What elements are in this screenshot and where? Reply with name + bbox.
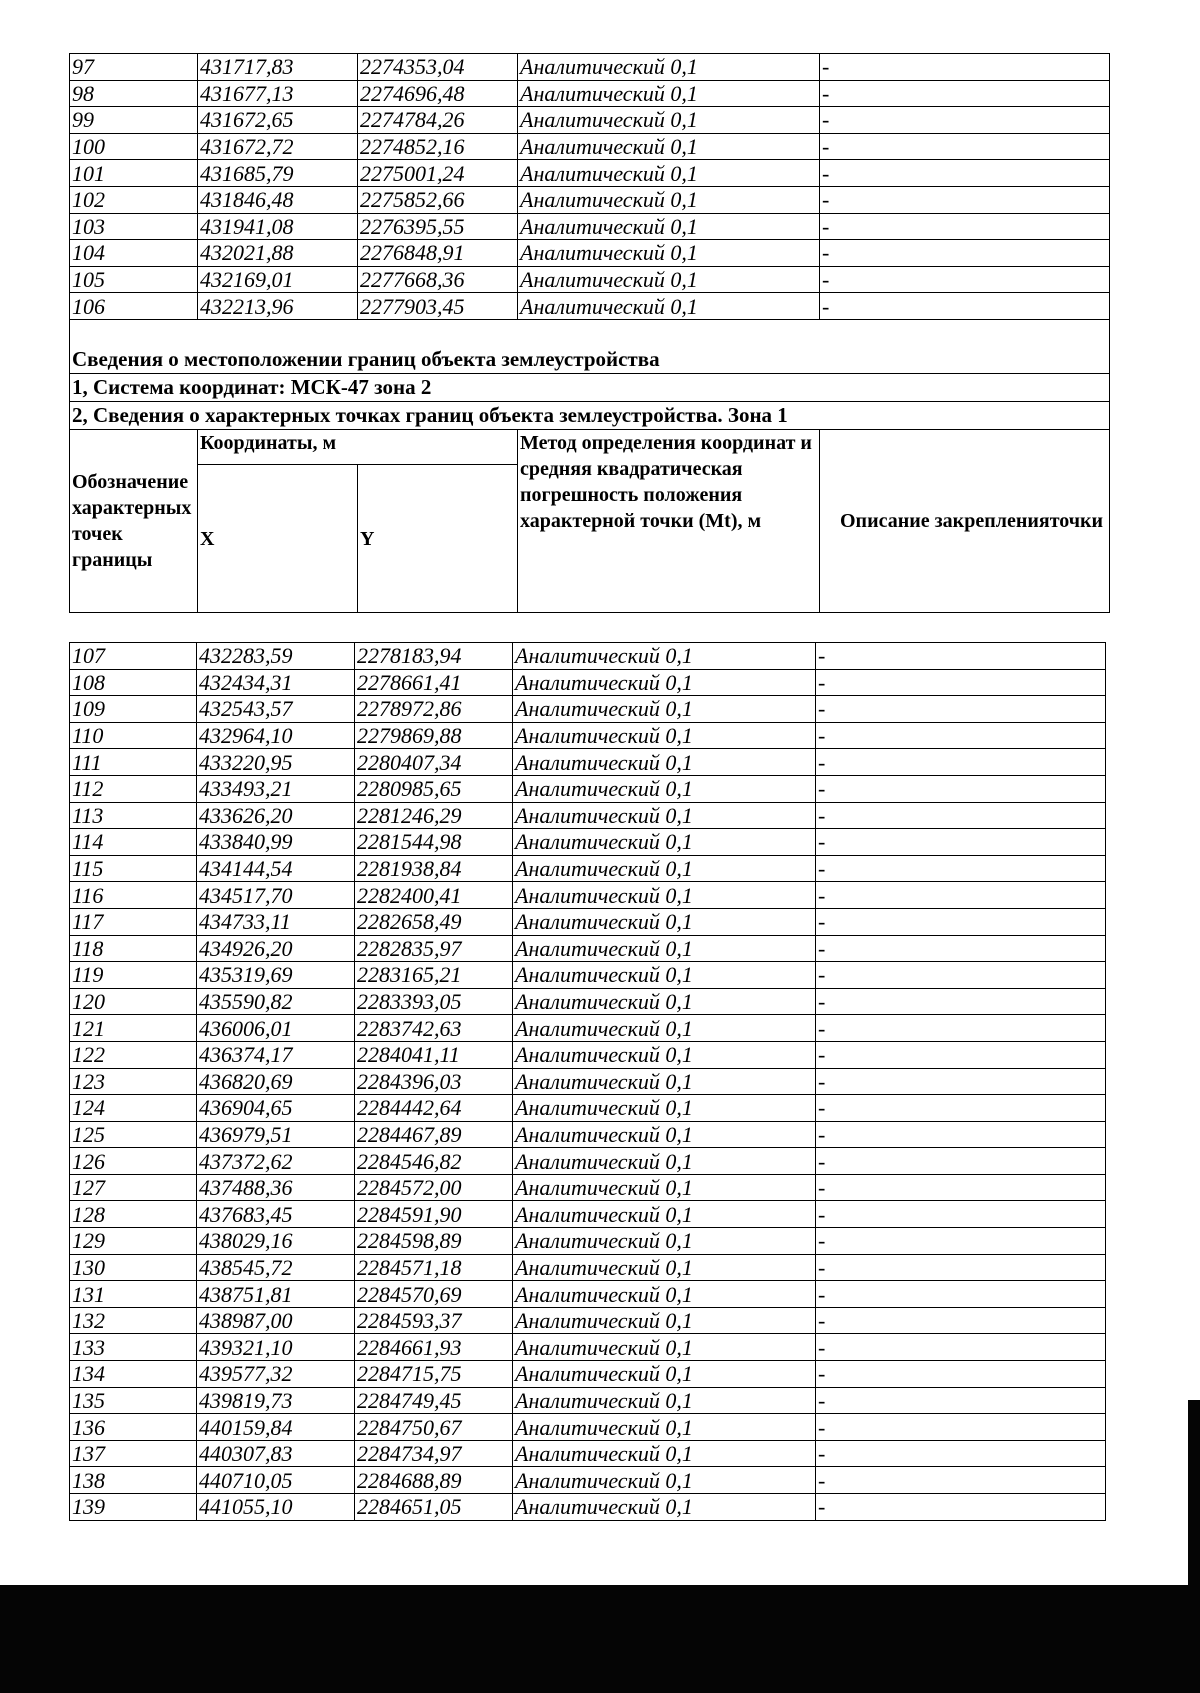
y-coordinate-cell: 2282658,49 (355, 908, 513, 935)
x-coordinate-cell: 434144,54 (197, 855, 355, 882)
y-coordinate-cell: 2279869,88 (355, 722, 513, 749)
description-cell: - (816, 988, 1106, 1015)
point-number-cell: 128 (70, 1201, 197, 1228)
method-cell: Аналитический 0,1 (518, 213, 820, 240)
y-coordinate-cell: 2276848,91 (358, 240, 518, 267)
table-row (70, 240, 1110, 267)
table-row (70, 1414, 1106, 1441)
point-number-cell: 118 (70, 935, 197, 962)
header-designation: Обозначение характерных точек границы (70, 429, 198, 612)
point-number-cell: 126 (70, 1148, 197, 1175)
y-coordinate-cell: 2284750,67 (355, 1414, 513, 1441)
x-coordinate-cell: 440710,05 (197, 1467, 355, 1494)
boundary-points-table-top (69, 53, 1110, 613)
table-row (70, 1121, 1106, 1148)
method-cell: Аналитический 0,1 (513, 988, 816, 1015)
method-cell: Аналитический 0,1 (513, 775, 816, 802)
y-coordinate-cell: 2284570,69 (355, 1281, 513, 1308)
y-coordinate-cell: 2283742,63 (355, 1015, 513, 1042)
table-row (70, 988, 1106, 1015)
point-number-cell: 110 (70, 722, 197, 749)
point-number-cell: 132 (70, 1307, 197, 1334)
description-cell: - (816, 1068, 1106, 1095)
method-cell: Аналитический 0,1 (513, 722, 816, 749)
point-number-cell: 113 (70, 802, 197, 829)
table-row (70, 293, 1110, 320)
description-cell: - (816, 643, 1106, 670)
x-coordinate-cell: 438987,00 (197, 1307, 355, 1334)
point-number-cell: 135 (70, 1387, 197, 1414)
coord-system: 1, Система координат: МСК-47 зона 2 (70, 373, 1110, 401)
method-cell: Аналитический 0,1 (513, 1467, 816, 1494)
y-coordinate-cell: 2282400,41 (355, 882, 513, 909)
method-cell: Аналитический 0,1 (513, 643, 816, 670)
column-header-row (70, 429, 1110, 464)
x-coordinate-cell: 438751,81 (197, 1281, 355, 1308)
x-coordinate-cell: 439819,73 (197, 1387, 355, 1414)
description-cell: - (816, 696, 1106, 723)
y-coordinate-cell: 2281938,84 (355, 855, 513, 882)
y-coordinate-cell: 2284591,90 (355, 1201, 513, 1228)
x-coordinate-cell: 431717,83 (198, 54, 358, 81)
header-coords: Координаты, м (198, 429, 518, 464)
description-cell: - (816, 1281, 1106, 1308)
y-coordinate-cell: 2277668,36 (358, 266, 518, 293)
x-coordinate-cell: 432021,88 (198, 240, 358, 267)
description-cell: - (816, 1467, 1106, 1494)
table-row (70, 1387, 1106, 1414)
section-title-row (70, 346, 1110, 374)
x-coordinate-cell: 434926,20 (197, 935, 355, 962)
x-coordinate-cell: 432434,31 (197, 669, 355, 696)
method-cell: Аналитический 0,1 (513, 829, 816, 856)
point-number-cell: 134 (70, 1361, 197, 1388)
table-row (70, 54, 1110, 81)
point-number-cell: 106 (70, 293, 198, 320)
table-row (70, 908, 1106, 935)
method-cell: Аналитический 0,1 (513, 935, 816, 962)
point-number-cell: 116 (70, 882, 197, 909)
method-cell: Аналитический 0,1 (513, 882, 816, 909)
x-coordinate-cell: 436904,65 (197, 1095, 355, 1122)
point-number-cell: 138 (70, 1467, 197, 1494)
x-coordinate-cell: 432283,59 (197, 643, 355, 670)
point-number-cell: 115 (70, 855, 197, 882)
method-cell: Аналитический 0,1 (513, 802, 816, 829)
table-row (70, 1095, 1106, 1122)
point-number-cell: 122 (70, 1041, 197, 1068)
description-cell: - (816, 722, 1106, 749)
x-coordinate-cell: 438545,72 (197, 1254, 355, 1281)
y-coordinate-cell: 2283165,21 (355, 962, 513, 989)
x-coordinate-cell: 434733,11 (197, 908, 355, 935)
x-coordinate-cell: 432964,10 (197, 722, 355, 749)
y-coordinate-cell: 2275852,66 (358, 186, 518, 213)
points-heading-row (70, 401, 1110, 429)
method-cell: Аналитический 0,1 (513, 1228, 816, 1255)
x-coordinate-cell: 437683,45 (197, 1201, 355, 1228)
method-cell: Аналитический 0,1 (513, 1121, 816, 1148)
y-coordinate-cell: 2281246,29 (355, 802, 513, 829)
description-cell: - (820, 80, 1110, 107)
method-cell: Аналитический 0,1 (518, 266, 820, 293)
y-coordinate-cell: 2284598,89 (355, 1228, 513, 1255)
x-coordinate-cell: 441055,10 (197, 1494, 355, 1521)
x-coordinate-cell: 433493,21 (197, 775, 355, 802)
x-coordinate-cell: 431685,79 (198, 160, 358, 187)
point-number-cell: 121 (70, 1015, 197, 1042)
table-row (70, 669, 1106, 696)
description-cell: - (816, 1307, 1106, 1334)
description-cell: - (816, 1015, 1106, 1042)
table-row (70, 855, 1106, 882)
x-coordinate-cell: 436374,17 (197, 1041, 355, 1068)
description-cell: - (820, 293, 1110, 320)
point-number-cell: 101 (70, 160, 198, 187)
method-cell: Аналитический 0,1 (513, 1174, 816, 1201)
table-row (70, 1494, 1106, 1521)
method-cell: Аналитический 0,1 (513, 1440, 816, 1467)
description-cell: - (820, 160, 1110, 187)
description-cell: - (816, 749, 1106, 776)
description-cell: - (816, 1201, 1106, 1228)
x-coordinate-cell: 437372,62 (197, 1148, 355, 1175)
boundary-points-table-bottom (69, 642, 1106, 1521)
section-title: Сведения о местоположении границ объекта землеустройства (70, 346, 1110, 374)
x-coordinate-cell: 438029,16 (197, 1228, 355, 1255)
table-row (70, 643, 1106, 670)
description-cell: - (816, 1334, 1106, 1361)
method-cell: Аналитический 0,1 (513, 749, 816, 776)
point-number-cell: 124 (70, 1095, 197, 1122)
y-coordinate-cell: 2284546,82 (355, 1148, 513, 1175)
table-row (70, 1361, 1106, 1388)
description-cell: - (816, 1041, 1106, 1068)
table-row (70, 829, 1106, 856)
point-number-cell: 100 (70, 133, 198, 160)
method-cell: Аналитический 0,1 (518, 80, 820, 107)
point-number-cell: 131 (70, 1281, 197, 1308)
method-cell: Аналитический 0,1 (513, 962, 816, 989)
table-row (70, 775, 1106, 802)
table-row (70, 1228, 1106, 1255)
header-x: X (198, 465, 358, 613)
point-number-cell: 107 (70, 643, 197, 670)
table-row (70, 696, 1106, 723)
table-row (70, 802, 1106, 829)
y-coordinate-cell: 2284572,00 (355, 1174, 513, 1201)
y-coordinate-cell: 2284467,89 (355, 1121, 513, 1148)
rows-bottom-body (70, 643, 1106, 1521)
rows-top-body (70, 54, 1110, 320)
y-coordinate-cell: 2276395,55 (358, 213, 518, 240)
method-cell: Аналитический 0,1 (518, 133, 820, 160)
description-cell: - (816, 1254, 1106, 1281)
method-cell: Аналитический 0,1 (513, 908, 816, 935)
method-cell: Аналитический 0,1 (518, 240, 820, 267)
description-cell: - (816, 802, 1106, 829)
y-coordinate-cell: 2283393,05 (355, 988, 513, 1015)
method-cell: Аналитический 0,1 (513, 669, 816, 696)
point-number-cell: 98 (70, 80, 198, 107)
point-number-cell: 104 (70, 240, 198, 267)
point-number-cell: 133 (70, 1334, 197, 1361)
point-number-cell: 108 (70, 669, 197, 696)
method-cell: Аналитический 0,1 (518, 54, 820, 81)
description-cell: - (816, 1440, 1106, 1467)
method-cell: Аналитический 0,1 (518, 293, 820, 320)
y-coordinate-cell: 2284651,05 (355, 1494, 513, 1521)
y-coordinate-cell: 2278972,86 (355, 696, 513, 723)
method-cell: Аналитический 0,1 (513, 1254, 816, 1281)
method-cell: Аналитический 0,1 (513, 1068, 816, 1095)
description-cell: - (816, 855, 1106, 882)
point-number-cell: 137 (70, 1440, 197, 1467)
description-cell: - (816, 829, 1106, 856)
description-cell: - (816, 1121, 1106, 1148)
x-coordinate-cell: 431941,08 (198, 213, 358, 240)
points-heading: 2, Сведения о характерных точках границ объекта землеустройства. Зона 1 (70, 401, 1110, 429)
table-row (70, 1334, 1106, 1361)
y-coordinate-cell: 2284593,37 (355, 1307, 513, 1334)
description-cell: - (816, 1228, 1106, 1255)
point-number-cell: 129 (70, 1228, 197, 1255)
method-cell: Аналитический 0,1 (518, 107, 820, 134)
y-coordinate-cell: 2278661,41 (355, 669, 513, 696)
method-cell: Аналитический 0,1 (513, 1334, 816, 1361)
method-cell: Аналитический 0,1 (513, 1281, 816, 1308)
description-cell: - (820, 54, 1110, 81)
point-number-cell: 117 (70, 908, 197, 935)
y-coordinate-cell: 2274696,48 (358, 80, 518, 107)
description-cell: - (816, 1095, 1106, 1122)
point-number-cell: 130 (70, 1254, 197, 1281)
method-cell: Аналитический 0,1 (518, 186, 820, 213)
table-row (70, 213, 1110, 240)
description-cell: - (816, 669, 1106, 696)
point-number-cell: 119 (70, 962, 197, 989)
y-coordinate-cell: 2284442,64 (355, 1095, 513, 1122)
point-number-cell: 105 (70, 266, 198, 293)
y-coordinate-cell: 2277903,45 (358, 293, 518, 320)
description-cell: - (816, 1494, 1106, 1521)
x-coordinate-cell: 434517,70 (197, 882, 355, 909)
table-row (70, 1041, 1106, 1068)
description-cell: - (816, 775, 1106, 802)
method-cell: Аналитический 0,1 (513, 1095, 816, 1122)
table-row (70, 1467, 1106, 1494)
point-number-cell: 103 (70, 213, 198, 240)
point-number-cell: 125 (70, 1121, 197, 1148)
description-cell: - (816, 1174, 1106, 1201)
y-coordinate-cell: 2284734,97 (355, 1440, 513, 1467)
y-coordinate-cell: 2284041,11 (355, 1041, 513, 1068)
description-cell: - (816, 1361, 1106, 1388)
description-cell: - (816, 962, 1106, 989)
scan-page-edge (1188, 1400, 1200, 1590)
y-coordinate-cell: 2284396,03 (355, 1068, 513, 1095)
x-coordinate-cell: 436979,51 (197, 1121, 355, 1148)
method-cell: Аналитический 0,1 (513, 1015, 816, 1042)
table-row (70, 186, 1110, 213)
table-row (70, 80, 1110, 107)
y-coordinate-cell: 2284749,45 (355, 1387, 513, 1414)
description-cell: - (820, 240, 1110, 267)
point-number-cell: 111 (70, 749, 197, 776)
y-coordinate-cell: 2274784,26 (358, 107, 518, 134)
y-coordinate-cell: 2284688,89 (355, 1467, 513, 1494)
point-number-cell: 139 (70, 1494, 197, 1521)
x-coordinate-cell: 432169,01 (198, 266, 358, 293)
y-coordinate-cell: 2274353,04 (358, 54, 518, 81)
x-coordinate-cell: 431677,13 (198, 80, 358, 107)
description-cell: - (820, 133, 1110, 160)
y-coordinate-cell: 2280985,65 (355, 775, 513, 802)
method-cell: Аналитический 0,1 (513, 1307, 816, 1334)
point-number-cell: 102 (70, 186, 198, 213)
description-cell: - (816, 935, 1106, 962)
y-coordinate-cell: 2282835,97 (355, 935, 513, 962)
method-cell: Аналитический 0,1 (513, 855, 816, 882)
table-row (70, 1254, 1106, 1281)
point-number-cell: 123 (70, 1068, 197, 1095)
x-coordinate-cell: 431672,72 (198, 133, 358, 160)
table-row (70, 1148, 1106, 1175)
header-method: Метод определения координат и средняя квадратическая погрешность положения характерной точки (Mt), м (518, 429, 820, 612)
method-cell: Аналитический 0,1 (513, 1414, 816, 1441)
table-row (70, 1281, 1106, 1308)
x-coordinate-cell: 435590,82 (197, 988, 355, 1015)
point-number-cell: 109 (70, 696, 197, 723)
y-coordinate-cell: 2278183,94 (355, 643, 513, 670)
x-coordinate-cell: 440307,83 (197, 1440, 355, 1467)
method-cell: Аналитический 0,1 (513, 1361, 816, 1388)
table-row (70, 107, 1110, 134)
x-coordinate-cell: 432213,96 (198, 293, 358, 320)
point-number-cell: 127 (70, 1174, 197, 1201)
x-coordinate-cell: 433626,20 (197, 802, 355, 829)
table-row (70, 722, 1106, 749)
description-cell: - (816, 1387, 1106, 1414)
header-y: Y (358, 465, 518, 613)
x-coordinate-cell: 433220,95 (197, 749, 355, 776)
table-row (70, 749, 1106, 776)
method-cell: Аналитический 0,1 (513, 1041, 816, 1068)
table-row (70, 266, 1110, 293)
point-number-cell: 120 (70, 988, 197, 1015)
description-cell: - (816, 1148, 1106, 1175)
y-coordinate-cell: 2275001,24 (358, 160, 518, 187)
table-row (70, 1440, 1106, 1467)
x-coordinate-cell: 439321,10 (197, 1334, 355, 1361)
table-row (70, 1307, 1106, 1334)
table-row (70, 160, 1110, 187)
description-cell: - (816, 882, 1106, 909)
coord-system-row (70, 373, 1110, 401)
method-cell: Аналитический 0,1 (513, 696, 816, 723)
table-row (70, 962, 1106, 989)
x-coordinate-cell: 436820,69 (197, 1068, 355, 1095)
description-cell: - (816, 1414, 1106, 1441)
x-coordinate-cell: 439577,32 (197, 1361, 355, 1388)
x-coordinate-cell: 431672,65 (198, 107, 358, 134)
table-row (70, 882, 1106, 909)
method-cell: Аналитический 0,1 (513, 1494, 816, 1521)
method-cell: Аналитический 0,1 (518, 160, 820, 187)
x-coordinate-cell: 436006,01 (197, 1015, 355, 1042)
x-coordinate-cell: 432543,57 (197, 696, 355, 723)
method-cell: Аналитический 0,1 (513, 1387, 816, 1414)
x-coordinate-cell: 431846,48 (198, 186, 358, 213)
x-coordinate-cell: 437488,36 (197, 1174, 355, 1201)
point-number-cell: 99 (70, 107, 198, 134)
point-number-cell: 136 (70, 1414, 197, 1441)
spacer-row (70, 319, 1110, 346)
x-coordinate-cell: 433840,99 (197, 829, 355, 856)
method-cell: Аналитический 0,1 (513, 1201, 816, 1228)
table-row (70, 133, 1110, 160)
description-cell: - (816, 908, 1106, 935)
method-cell: Аналитический 0,1 (513, 1148, 816, 1175)
y-coordinate-cell: 2280407,34 (355, 749, 513, 776)
x-coordinate-cell: 440159,84 (197, 1414, 355, 1441)
point-number-cell: 114 (70, 829, 197, 856)
table-row (70, 1015, 1106, 1042)
table-row (70, 935, 1106, 962)
point-number-cell: 97 (70, 54, 198, 81)
table-row (70, 1201, 1106, 1228)
header-description: Описание закрепленияточки (820, 429, 1110, 612)
y-coordinate-cell: 2284571,18 (355, 1254, 513, 1281)
table-row (70, 1068, 1106, 1095)
y-coordinate-cell: 2284661,93 (355, 1334, 513, 1361)
x-coordinate-cell: 435319,69 (197, 962, 355, 989)
scan-dark-margin (0, 1585, 1200, 1693)
table-row (70, 1174, 1106, 1201)
y-coordinate-cell: 2284715,75 (355, 1361, 513, 1388)
description-cell: - (820, 266, 1110, 293)
point-number-cell: 112 (70, 775, 197, 802)
description-cell: - (820, 186, 1110, 213)
description-cell: - (820, 107, 1110, 134)
y-coordinate-cell: 2281544,98 (355, 829, 513, 856)
description-cell: - (820, 213, 1110, 240)
y-coordinate-cell: 2274852,16 (358, 133, 518, 160)
